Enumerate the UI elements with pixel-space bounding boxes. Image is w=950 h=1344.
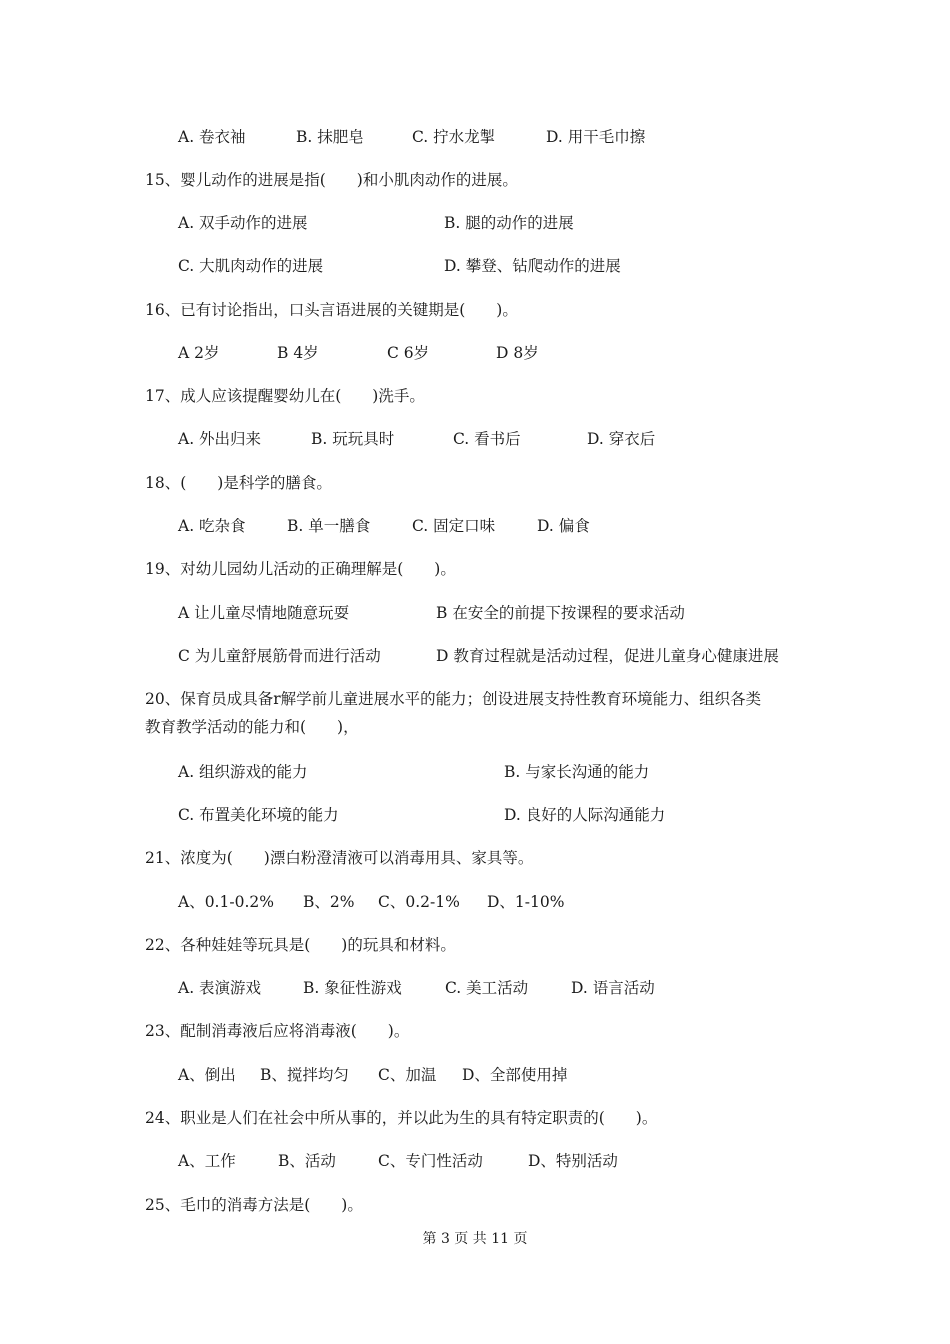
answer-option: D、1-10% (487, 893, 565, 911)
answer-option: B. 象征性游戏 (303, 979, 402, 997)
answer-option: D、特别活动 (528, 1152, 618, 1170)
question-text: 15、婴儿动作的进展是指( )和小肌肉动作的进展。 (145, 171, 518, 189)
question-text: 22、各种娃娃等玩具是( )的玩具和材料。 (145, 936, 456, 954)
answer-option: B. 玩玩具时 (311, 430, 395, 448)
answer-option: A. 表演游戏 (178, 979, 262, 997)
answer-option: D. 攀登、钻爬动作的进展 (444, 257, 621, 275)
answer-option: C. 大肌肉动作的进展 (178, 257, 324, 275)
page-footer: 第 3 页 共 11 页 (422, 1231, 528, 1247)
answer-option: B、搅拌均匀 (260, 1066, 349, 1084)
answer-option: B. 与家长沟通的能力 (504, 763, 650, 781)
question-text: 16、已有讨论指出，口头言语进展的关键期是( )。 (145, 301, 518, 319)
answer-option: B 4岁 (277, 344, 319, 362)
answer-option: C. 拧水龙掣 (412, 128, 496, 146)
answer-option: B. 抹肥皂 (296, 128, 364, 146)
answer-option: D. 良好的人际沟通能力 (504, 806, 666, 824)
question-text: 19、对幼儿园幼儿活动的正确理解是( )。 (145, 560, 456, 578)
question-text: 24、职业是人们在社会中所从事的，并以此为生的具有特定职责的( )。 (145, 1109, 658, 1127)
answer-option: B. 单一膳食 (287, 517, 371, 535)
answer-option: A. 组织游戏的能力 (178, 763, 308, 781)
question-text: 20、保育员成具备r解学前儿童进展水平的能力；创设进展支持性教育环境能力、组织各类 (145, 690, 762, 708)
answer-option: A 让儿童尽情地随意玩耍 (178, 604, 350, 622)
answer-option: B. 腿的动作的进展 (444, 214, 574, 232)
answer-option: C 6岁 (387, 344, 430, 362)
question-text: 23、配制消毒液后应将消毒液( )。 (145, 1022, 410, 1040)
answer-option: A. 卷衣袖 (178, 128, 246, 146)
answer-option: D 教育过程就是活动过程，促进儿童身心健康进展 (436, 647, 779, 665)
answer-option: A. 双手动作的进展 (178, 214, 308, 232)
answer-option: D. 语言活动 (571, 979, 655, 997)
answer-option: A、倒出 (178, 1066, 236, 1084)
answer-option: C. 固定口味 (412, 517, 496, 535)
answer-option: C. 美工活动 (445, 979, 529, 997)
question-text: 25、毛巾的消毒方法是( )。 (145, 1196, 363, 1214)
answer-option: D. 穿衣后 (587, 430, 656, 448)
answer-option: A、0.1-0.2% (178, 893, 274, 911)
answer-option: C. 看书后 (453, 430, 521, 448)
answer-option: C、专门性活动 (378, 1152, 483, 1170)
question-text: 18、( )是科学的膳食。 (145, 474, 332, 492)
question-text: 17、成人应该提醒婴幼儿在( )洗手。 (145, 387, 425, 405)
answer-option: D、全部使用掉 (462, 1066, 568, 1084)
answer-option: C 为儿童舒展筋骨而进行活动 (178, 647, 381, 665)
answer-option: C、加温 (378, 1066, 437, 1084)
answer-option: C、0.2-1% (378, 893, 460, 911)
answer-option: B 在安全的前提下按课程的要求活动 (436, 604, 685, 622)
answer-option: A. 外出归来 (178, 430, 262, 448)
answer-option: A 2岁 (178, 344, 220, 362)
answer-option: C. 布置美化环境的能力 (178, 806, 339, 824)
answer-option: D. 用干毛巾擦 (546, 128, 646, 146)
answer-option: B、2% (303, 893, 355, 911)
answer-option: B、活动 (278, 1152, 336, 1170)
answer-option: D. 偏食 (537, 517, 590, 535)
question-text: 21、浓度为( )漂白粉澄清液可以消毒用具、家具等。 (145, 849, 534, 867)
question-text: 教育教学活动的能力和( )， (145, 718, 359, 736)
answer-option: D 8岁 (496, 344, 539, 362)
answer-option: A. 吃杂食 (178, 517, 246, 535)
answer-option: A、工作 (178, 1152, 236, 1170)
